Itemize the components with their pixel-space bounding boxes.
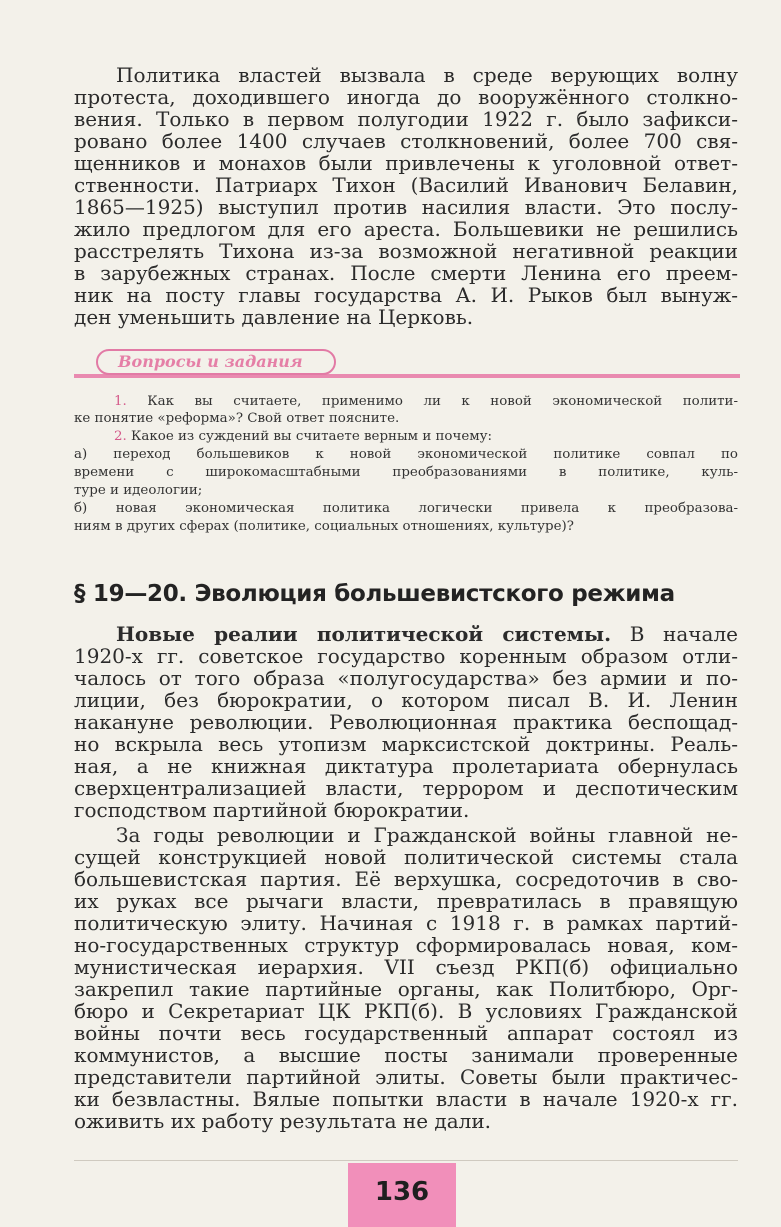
text-line: представители партийной элиты. Советы были практичес-: [74, 1065, 738, 1089]
text-line: жило предлогом для его ареста. Большевики не решились: [74, 217, 738, 241]
question-1: [74, 393, 738, 410]
text-line: мунистическая иерархия. VII съезд РКП(б) официально: [74, 955, 738, 979]
text-line: 1920-х гг. советское государство коренным образом отли-: [74, 644, 738, 668]
text-line: [74, 623, 738, 645]
text-line: господством партийной бюрократии.: [74, 798, 470, 822]
text-line: протеста, доходившего иногда до вооружённого столкно-: [74, 85, 738, 109]
text-line: политическую элиту. Начиная с 1918 г. в рамках партий-: [74, 911, 738, 935]
text-line: но-государственных структур сформировалась новая, ком-: [74, 933, 738, 957]
text-line: их руках все рычаги власти, превратилась в правящую: [74, 889, 738, 913]
question-text: Какое из суждений вы считаете верным и почему:: [131, 429, 493, 444]
question-number: 1.: [114, 394, 127, 409]
text-line: накануне революции. Революционная практика беспощад-: [74, 710, 738, 734]
text-line: войны почти весь государственный аппарат состоял из: [74, 1021, 738, 1045]
text-line: в зарубежных странах. После смерти Ленина его преем-: [74, 261, 738, 285]
text-line: 1865—1925) выступил против насилия власти. Это послу-: [74, 195, 738, 219]
text-line: бюро и Секретариат ЦК РКП(б). В условиях Гражданской: [74, 999, 738, 1023]
text-line: лиции, без бюрократии, о котором писал В. И. Ленин: [74, 688, 738, 712]
text-line: За годы революции и Гражданской войны главной не-: [116, 823, 738, 847]
text-line: ден уменьшить давление на Церковь.: [74, 305, 474, 329]
run-in-heading: Новые реалии политической системы.: [116, 622, 612, 646]
question-2-line: времени с широкомасштабными преобразованиями в политике, куль-: [74, 465, 738, 480]
question-2-line: туре и идеологии;: [74, 483, 203, 498]
text-line: ки безвластны. Вялые попытки власти в начале 1920-х гг.: [74, 1087, 738, 1111]
text-line: ная, а не книжная диктатура пролетариата обернулась: [74, 754, 738, 778]
text-line: коммунистов, а высшие посты занимали проверенные: [74, 1043, 738, 1067]
questions-title: Вопросы и задания: [96, 349, 336, 375]
question-2: [74, 428, 738, 445]
text-line: вения. Только в первом полугодии 1922 г. было зафикси-: [74, 107, 738, 131]
question-2-line: а) переход большевиков к новой экономической политике совпал по: [74, 447, 738, 462]
text-line: чалось от того образа «полугосударства» без армии и по-: [74, 666, 738, 690]
text-line: ственности. Патриарх Тихон (Василий Иванович Белавин,: [74, 173, 738, 197]
text-line: щенников и монахов были привлечены к уголовной ответ-: [74, 151, 738, 175]
question-number: 2.: [114, 429, 127, 444]
text-line: Политика властей вызвала в среде верующих волну: [116, 63, 738, 87]
page-number: 136: [348, 1163, 456, 1227]
text-line: большевистская партия. Её верхушка, сосредоточив в сво-: [74, 867, 738, 891]
text-line: сущей конструкцией новой политической системы стала: [74, 845, 738, 869]
question-2-line: б) новая экономическая политика логически привела к преобразова-: [74, 501, 738, 516]
text-line: ровано более 1400 случаев столкновений, более 700 свя-: [74, 129, 738, 153]
text-line: но вскрыла весь утопизм марксистской доктрины. Реаль-: [74, 732, 738, 756]
footer-divider: [74, 1160, 738, 1161]
text-line: расстрелять Тихона из-за возможной негативной реакции: [74, 239, 738, 263]
text-line: сверхцентрализацией власти, террором и деспотическим: [74, 776, 738, 800]
text-span: В начале: [611, 622, 738, 646]
text-line: оживить их работу результата не дали.: [74, 1109, 492, 1133]
question-text: Как вы считаете, применимо ли к новой экономической полити-: [147, 394, 738, 409]
question-2-line: ниям в других сферах (политике, социальных отношениях, культуре)?: [74, 519, 574, 534]
section-heading: § 19—20. Эволюция большевистского режима: [74, 581, 675, 607]
text-line: закрепил такие партийные органы, как Политбюро, Орг-: [74, 977, 738, 1001]
text-line: ник на посту главы государства А. И. Рыков был вынуж-: [74, 283, 738, 307]
question-1-cont: ке понятие «реформа»? Свой ответ поясните.: [74, 411, 400, 426]
